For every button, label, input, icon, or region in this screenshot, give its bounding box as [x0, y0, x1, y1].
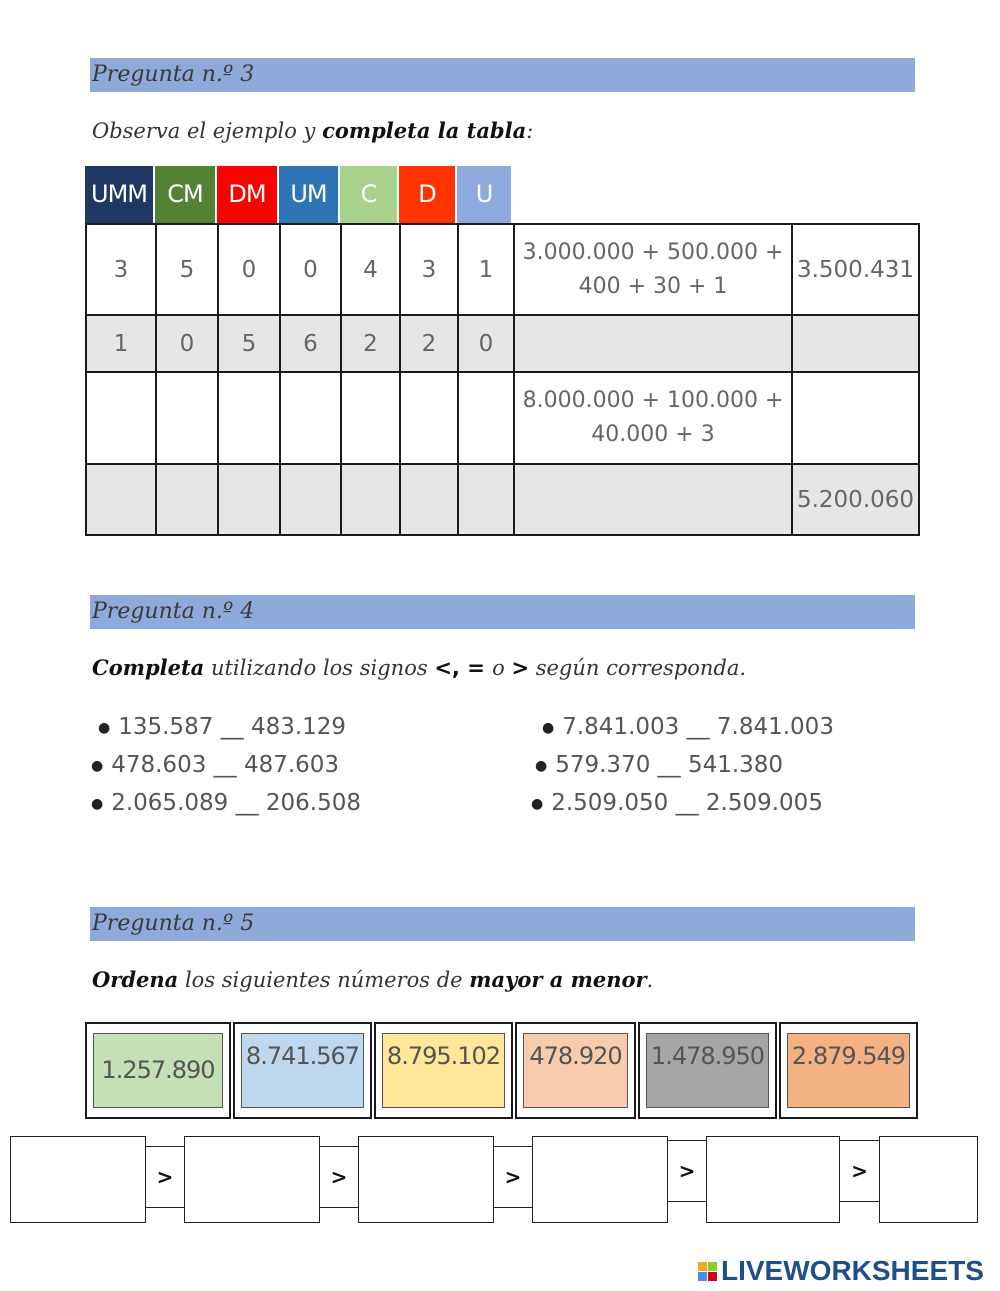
column-cm: CM — [155, 166, 217, 223]
comparison-text: 2.065.089 __ 206.508 — [111, 790, 362, 816]
digit-cell: 6 — [280, 315, 341, 372]
number-card[interactable] — [233, 1022, 372, 1119]
logo-text: LIVEWORKSHEETS — [721, 1255, 984, 1286]
digit-cell: 3 — [400, 224, 458, 315]
table-row — [86, 464, 919, 535]
number-answer[interactable] — [792, 315, 919, 372]
digit-answer[interactable] — [341, 464, 400, 535]
column-u: U — [457, 166, 513, 223]
number-cell: 3.500.431 — [792, 224, 919, 315]
digit-answer[interactable] — [156, 464, 218, 535]
number-cards — [85, 1022, 920, 1119]
table-row — [86, 315, 919, 372]
answer-box-2[interactable] — [184, 1136, 320, 1223]
bullet-icon: ● — [98, 719, 111, 736]
comparison-text: 478.603 __ 487.603 — [111, 752, 340, 778]
question-4-header: Pregunta n.º 4 — [90, 595, 915, 629]
bullet-icon: ● — [91, 795, 104, 812]
digit-cell: 1 — [458, 224, 514, 315]
digit-answer[interactable] — [400, 464, 458, 535]
bullet-icon: ● — [535, 757, 548, 774]
number-card-value: 2.879.549 — [787, 1033, 910, 1108]
column-umm: UMM — [85, 166, 155, 223]
bullet-icon: ● — [531, 795, 544, 812]
digit-cell: 0 — [218, 224, 280, 315]
instruction-bold: Ordena — [92, 967, 179, 992]
digit-answer[interactable] — [280, 464, 341, 535]
number-card-value: 1.257.890 — [93, 1033, 223, 1108]
comparison-item[interactable] — [98, 714, 346, 740]
logo-squares-icon — [698, 1262, 717, 1281]
bullet-icon: ● — [542, 719, 555, 736]
comparison-text: 135.587 __ 483.129 — [118, 714, 347, 740]
digit-answer[interactable] — [280, 372, 341, 464]
table-row — [86, 372, 919, 464]
digit-cell: 0 — [458, 315, 514, 372]
instruction-bold: mayor a menor — [469, 967, 647, 992]
comparison-text: 2.509.050 __ 2.509.005 — [551, 790, 823, 816]
instruction-sign-gt: > — [511, 656, 530, 680]
column-d: D — [399, 166, 457, 223]
digit-cell: 4 — [341, 224, 400, 315]
digit-cell: 5 — [218, 315, 280, 372]
expanded-line: 8.000.000 + 100.000 + — [522, 388, 784, 413]
column-dm: DM — [217, 166, 279, 223]
instruction-text: o — [492, 656, 512, 680]
question-3-header: Pregunta n.º 3 — [90, 58, 915, 92]
answer-box-3[interactable] — [358, 1136, 494, 1223]
number-card-value: 8.741.567 — [241, 1033, 364, 1108]
number-cell: 5.200.060 — [792, 464, 919, 535]
digit-answer[interactable] — [400, 372, 458, 464]
digit-answer[interactable] — [341, 372, 400, 464]
bullet-icon: ● — [91, 757, 104, 774]
comparison-item[interactable] — [91, 790, 361, 816]
comparison-item[interactable] — [531, 790, 823, 816]
greater-than-sign: > — [493, 1146, 533, 1208]
number-answer[interactable] — [792, 372, 919, 464]
expanded-form-answer[interactable] — [514, 315, 792, 372]
digit-answer[interactable] — [458, 464, 514, 535]
table-row — [86, 224, 919, 315]
question-5-instruction — [92, 967, 653, 992]
comparison-item[interactable] — [542, 714, 834, 740]
digit-answer[interactable] — [86, 372, 156, 464]
digit-answer[interactable] — [218, 372, 280, 464]
answer-box-4[interactable] — [532, 1136, 668, 1223]
answer-box-1[interactable] — [10, 1136, 146, 1223]
number-card-value: 8.795.102 — [382, 1033, 505, 1108]
number-card[interactable] — [85, 1022, 231, 1119]
comparison-item[interactable] — [535, 752, 783, 778]
instruction-signs: <, = — [434, 656, 493, 680]
number-card[interactable] — [374, 1022, 513, 1119]
comparison-text: 7.841.003 __ 7.841.003 — [562, 714, 834, 740]
digit-answer[interactable] — [458, 372, 514, 464]
digit-cell: 5 — [156, 224, 218, 315]
expanded-form-answer[interactable] — [514, 464, 792, 535]
number-card[interactable] — [779, 1022, 918, 1119]
answer-box-5[interactable] — [706, 1136, 840, 1223]
greater-than-sign: > — [839, 1140, 880, 1202]
comparison-text: 579.370 __ 541.380 — [555, 752, 784, 778]
number-card-value: 1.478.950 — [646, 1033, 769, 1108]
question-4-instruction — [92, 655, 746, 680]
greater-than-sign: > — [667, 1140, 707, 1202]
instruction-text-end: : — [526, 119, 534, 143]
answer-box-6[interactable] — [879, 1136, 978, 1223]
number-card-value: 478.920 — [523, 1033, 628, 1108]
instruction-text: Observa el ejemplo y — [92, 119, 323, 143]
digit-cell: 1 — [86, 315, 156, 372]
digit-cell: 0 — [156, 315, 218, 372]
digit-answer[interactable] — [86, 464, 156, 535]
instruction-bold: completa la tabla — [322, 118, 527, 143]
greater-than-sign: > — [145, 1146, 185, 1208]
digit-cell: 2 — [341, 315, 400, 372]
number-card[interactable] — [515, 1022, 636, 1119]
instruction-text: los siguientes números de — [178, 968, 470, 992]
place-value-table — [85, 223, 920, 536]
expanded-line: 400 + 30 + 1 — [578, 273, 728, 299]
digit-answer[interactable] — [218, 464, 280, 535]
digit-cell: 3 — [86, 224, 156, 315]
digit-answer[interactable] — [156, 372, 218, 464]
place-value-header — [85, 166, 513, 223]
greater-than-sign: > — [319, 1146, 359, 1208]
column-um: UM — [279, 166, 340, 223]
instruction-text-end: según corresponda. — [529, 656, 747, 680]
expanded-line: 3.000.000 + 500.000 + — [522, 239, 784, 265]
digit-cell: 2 — [400, 315, 458, 372]
expanded-form-cell — [514, 372, 792, 464]
instruction-text: utilizando los signos — [204, 656, 435, 680]
digit-cell: 0 — [280, 224, 341, 315]
expanded-line: 40.000 + 3 — [591, 422, 715, 447]
question-3-instruction — [92, 118, 533, 143]
instruction-text-end: . — [646, 968, 654, 992]
expanded-form-cell — [514, 224, 792, 315]
question-5-header: Pregunta n.º 5 — [90, 907, 915, 941]
column-c: C — [340, 166, 399, 223]
comparison-item[interactable] — [91, 752, 339, 778]
number-card[interactable] — [638, 1022, 777, 1119]
liveworksheets-logo — [698, 1255, 984, 1287]
instruction-bold: Completa — [92, 655, 205, 680]
